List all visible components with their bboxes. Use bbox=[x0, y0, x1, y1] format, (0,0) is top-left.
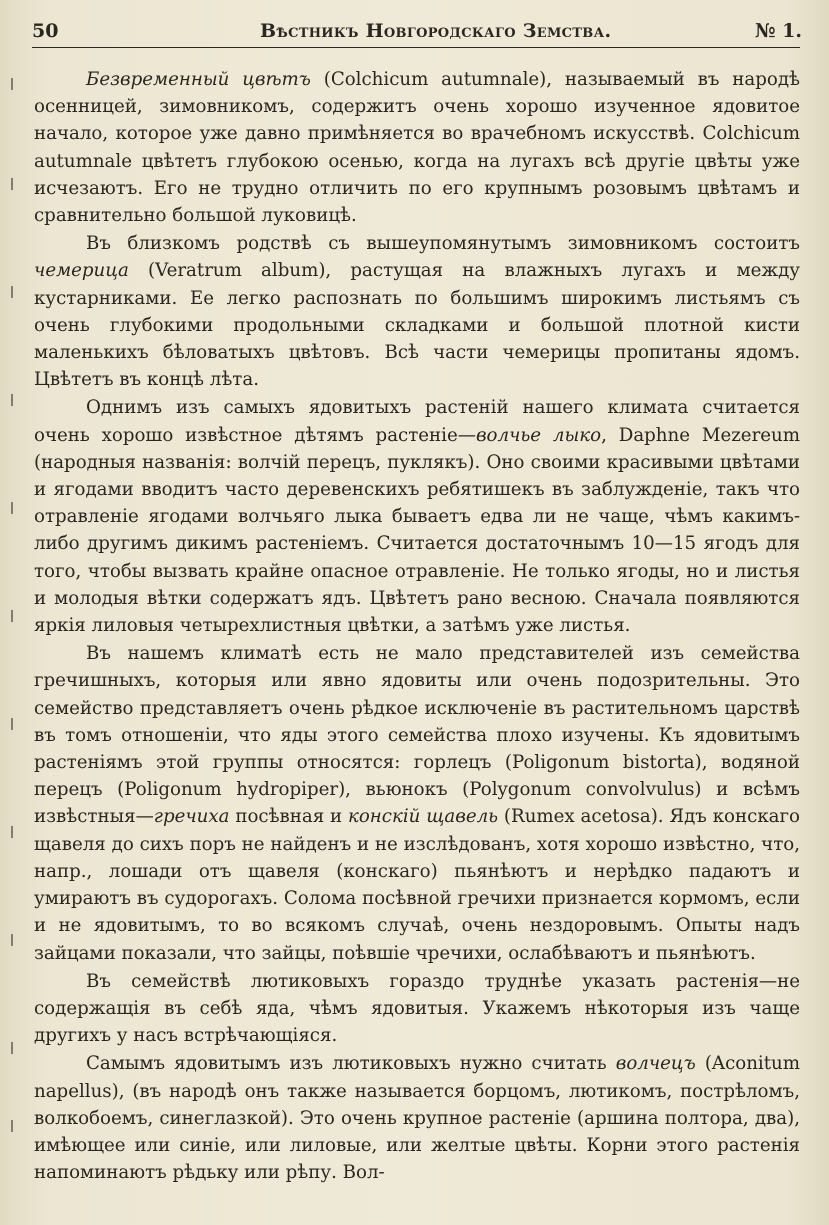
italic-term: чемерица bbox=[34, 260, 129, 282]
margin-mark bbox=[3, 78, 13, 90]
italic-term: гречиха bbox=[153, 806, 230, 828]
text-run: посѣвная и bbox=[229, 806, 348, 828]
paragraph bbox=[34, 230, 800, 393]
italic-term: конскій щавель bbox=[348, 806, 499, 828]
paragraph bbox=[34, 1050, 800, 1186]
text-run: Въ семействѣ лютиковыхъ гораздо труднѣе указать растенія—не содержащія въ себѣ яда, чѣмъ ядовитыя. Укажемъ нѣкоторыя изъ чаще другихъ у насъ встрѣчающіяся. bbox=[34, 970, 800, 1047]
margin-mark bbox=[3, 1042, 13, 1054]
issue-number: № 1. bbox=[754, 20, 802, 42]
text-run: (Rumex acetosa). Ядъ конскаго щавеля до сихъ поръ не найденъ и не изслѣдованъ, хотя хорошо извѣстно, что, напр., лошади отъ щавеля (конскаго) пьянѣютъ и нерѣдко падаютъ и умираютъ въ судорогахъ. Солома посѣвной гречихи признается кормомъ, если и не ядовитымъ, то во всякомъ случаѣ, очень нездоровымъ. Опыты надъ зайцами показали, что зайцы, поѣвшіе чречихи, ослабѣваютъ и пьянѣютъ. bbox=[34, 806, 801, 964]
italic-term: волчье лыко bbox=[475, 424, 602, 446]
margin-mark bbox=[3, 610, 13, 622]
italic-term: Безвременный цвѣтъ bbox=[86, 69, 311, 90]
margin-mark bbox=[3, 826, 13, 838]
text-run: Однимъ изъ самыхъ ядовитыхъ растеній нашего климата считается очень хорошо извѣстное дѣтямъ растеніе— bbox=[34, 397, 800, 446]
text-run: Въ нашемъ климатѣ есть не мало представителей изъ семейства гречишныхъ, которыя или явно ядовиты или очень подозрительны. Это семейство представляетъ очень рѣдкое исключеніе въ растительномъ царствѣ въ томъ отношеніи, что яды этого семейства плохо изучены. Къ ядовитымъ растеніямъ этой группы относятся: горлецъ (Poligonum bistorta), водяной перецъ (Poligonum hydropiper), вьюнокъ (Polygonum convolvulus) и всѣмъ извѣстныя— bbox=[34, 643, 800, 828]
article-body bbox=[34, 66, 800, 1186]
margin-mark bbox=[3, 1120, 13, 1132]
paragraph bbox=[34, 968, 800, 1050]
margin-mark bbox=[3, 502, 13, 514]
paragraph bbox=[34, 640, 800, 966]
paragraph bbox=[34, 394, 800, 639]
margin-mark bbox=[3, 394, 13, 406]
text-run: Въ близкомъ родствѣ съ вышеупомянутымъ зимовникомъ состоитъ bbox=[86, 233, 800, 255]
text-run: Самымъ ядовитымъ изъ лютиковыхъ нужно считать bbox=[86, 1053, 616, 1075]
text-run: (Veratrum album), растущая на влажныхъ лугахъ и между кустарниками. Ее легко распознать по большимъ широкимъ листьямъ съ очень глубокими продольными складками и большой плотной кисти маленькихъ бѣловатыхъ цвѣтовъ. Всѣ части чемерицы пропитаны ядомъ. Цвѣтетъ въ концѣ лѣта. bbox=[34, 260, 800, 391]
page-number: 50 bbox=[32, 20, 59, 42]
paragraph bbox=[34, 66, 800, 229]
margin-mark bbox=[3, 178, 13, 190]
running-header bbox=[32, 18, 802, 46]
margin-mark bbox=[3, 718, 13, 730]
text-run: (Colchicum autumnale), называемый въ народѣ осенницей, зимовникомъ, содержитъ очень хорошо изученное ядовитое начало, которое уже давно примѣняется во врачебномъ искусствѣ. Colchicum autumnale цвѣтетъ глубокою осенью, когда на лугахъ всѣ другіе цвѣты уже исчезаютъ. Его не трудно отличить по его крупнымъ розовымъ цвѣтамъ и сравнительно большой луковицѣ. bbox=[34, 69, 800, 227]
margin-mark bbox=[3, 934, 13, 946]
header-rule bbox=[32, 47, 800, 48]
journal-title: Вѣстникъ Новгородскаго Земства. bbox=[260, 20, 612, 42]
italic-term: волчецъ bbox=[615, 1053, 696, 1075]
text-run: (Aconitum napellus), (въ народѣ онъ также называется борцомъ, лютикомъ, пострѣломъ, волкобоемъ, синеглазкой). Это очень крупное растеніе (аршина полтора, два), имѣющее или синіе, или лиловые, или желтые цвѣты. Корни этого растенія напоминаютъ рѣдьку или рѣпу. Вол- bbox=[34, 1053, 800, 1184]
margin-mark bbox=[3, 286, 13, 298]
text-run: , Daphne Mezereum (народныя названія: волчій перецъ, пуклякъ). Оно своими красивыми цвѣтами и ягодами вводитъ часто деревенскихъ ребятишекъ въ заблужденіе, такъ что отравленіе ягодами волчьяго лыка бываетъ едва ли не чаще, чѣмъ какимъ-либо другимъ дикимъ растеніемъ. Считается достаточнымъ 10—15 ягодъ для того, чтобы вызвать крайне опасное отравленіе. Не только ягоды, но и листья и молодыя вѣтки содержатъ ядъ. Цвѣтетъ рано весною. Сначала появляются яркія лиловыя четырехлистныя цвѣтки, а затѣмъ уже листья. bbox=[34, 424, 800, 637]
